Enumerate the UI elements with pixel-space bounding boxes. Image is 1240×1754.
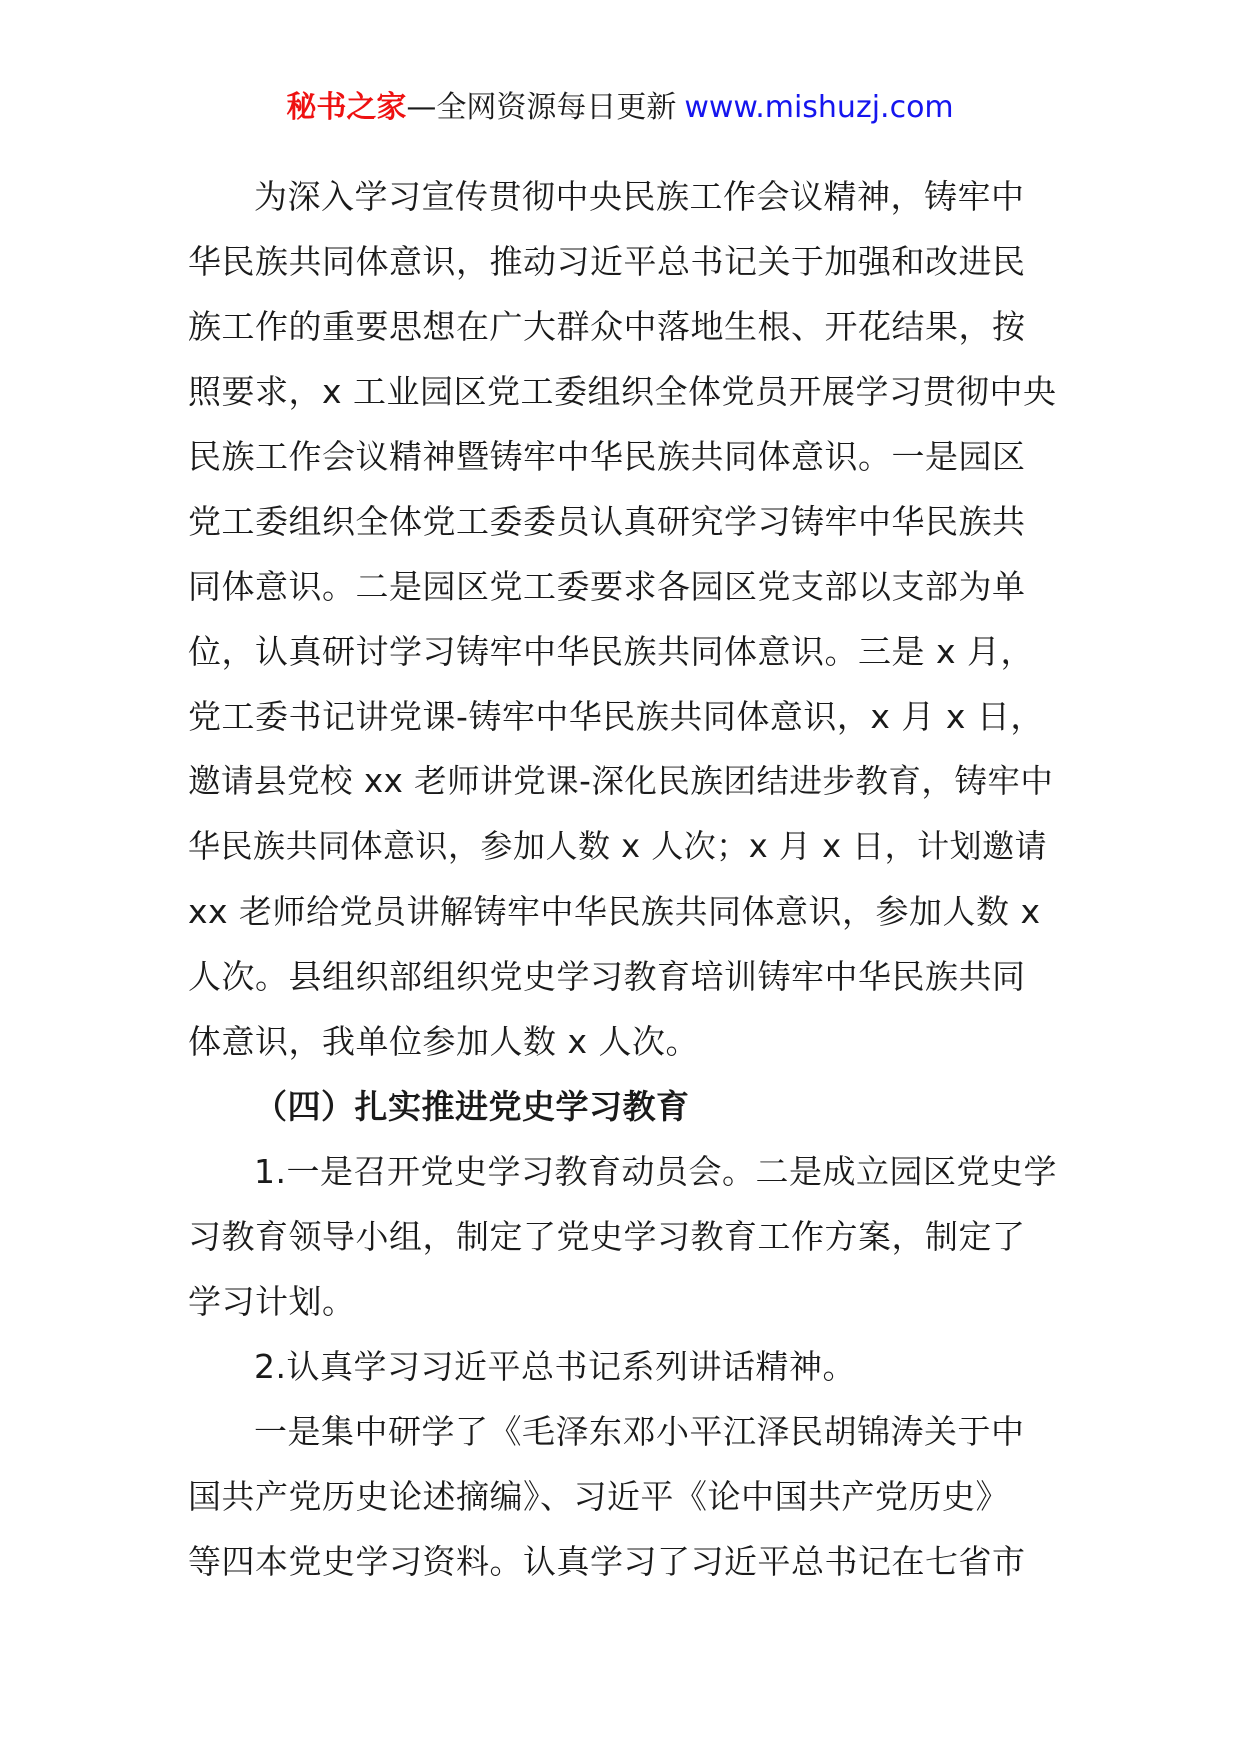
paragraph-line: 民族工作会议精神暨铸牢中华民族共同体意识。一是园区 [188, 437, 1026, 476]
paragraph-line: 位，认真研讨学习铸牢中华民族共同体意识。三是 x 月， [188, 632, 1035, 671]
paragraph-line: 人次。县组织部组织党史学习教育培训铸牢中华民族共同 [188, 957, 1026, 996]
paragraph-line: 体意识，我单位参加人数 x 人次。 [188, 1022, 700, 1061]
paragraph-line: 国共产党历史论述摘编》、习近平《论中国共产党历史》 [188, 1477, 1009, 1516]
paragraph-line: 党工委书记讲党课-铸牢中华民族共同体意识，x 月 x 日， [188, 697, 1044, 736]
paragraph-line: 照要求，x 工业园区党工委组织全体党员开展学习贯彻中央 [188, 372, 1057, 411]
paragraph-line: 1.一是召开党史学习教育动员会。二是成立园区党史学 [254, 1152, 1057, 1191]
paragraph-line: 党工委组织全体党工委委员认真研究学习铸牢中华民族共 [188, 502, 1026, 541]
paragraph-line: 习教育领导小组，制定了党史学习教育工作方案，制定了 [188, 1217, 1026, 1256]
site-url-link[interactable]: www.mishuzj.com [684, 90, 954, 125]
paragraph-line: 邀请县党校 xx 老师讲党课-深化民族团结进步教育，铸牢中 [188, 762, 1054, 800]
section-heading: （四）扎实推进党史学习教育 [254, 1087, 690, 1126]
header-tagline: —全网资源每日更新 [406, 90, 677, 125]
paragraph-line: 一是集中研学了《毛泽东邓小平江泽民胡锦涛关于中 [254, 1412, 1025, 1451]
paragraph-line: 学习计划。 [188, 1282, 356, 1321]
brand-name: 秘书之家 [286, 90, 407, 125]
paragraph-line: 族工作的重要思想在广大群众中落地生根、开花结果，按 [188, 307, 1026, 346]
paragraph-line: 等四本党史学习资料。认真学习了习近平总书记在七省市 [188, 1542, 1026, 1581]
paragraph-line: 2.认真学习习近平总书记系列讲话精神。 [254, 1347, 856, 1386]
paragraph-line: 华民族共同体意识，推动习近平总书记关于加强和改进民 [188, 242, 1026, 281]
document-body [188, 164, 1058, 1594]
paragraph-line: 为深入学习宣传贯彻中央民族工作会议精神，铸牢中 [254, 177, 1025, 216]
paragraph-line: xx 老师给党员讲解铸牢中华民族共同体意识，参加人数 x [188, 892, 1041, 931]
paragraph-line: 华民族共同体意识，参加人数 x 人次；x 月 x 日，计划邀请 [188, 827, 1048, 865]
page-header [0, 88, 1240, 128]
paragraph-line: 同体意识。二是园区党工委要求各园区党支部以支部为单 [188, 567, 1026, 606]
